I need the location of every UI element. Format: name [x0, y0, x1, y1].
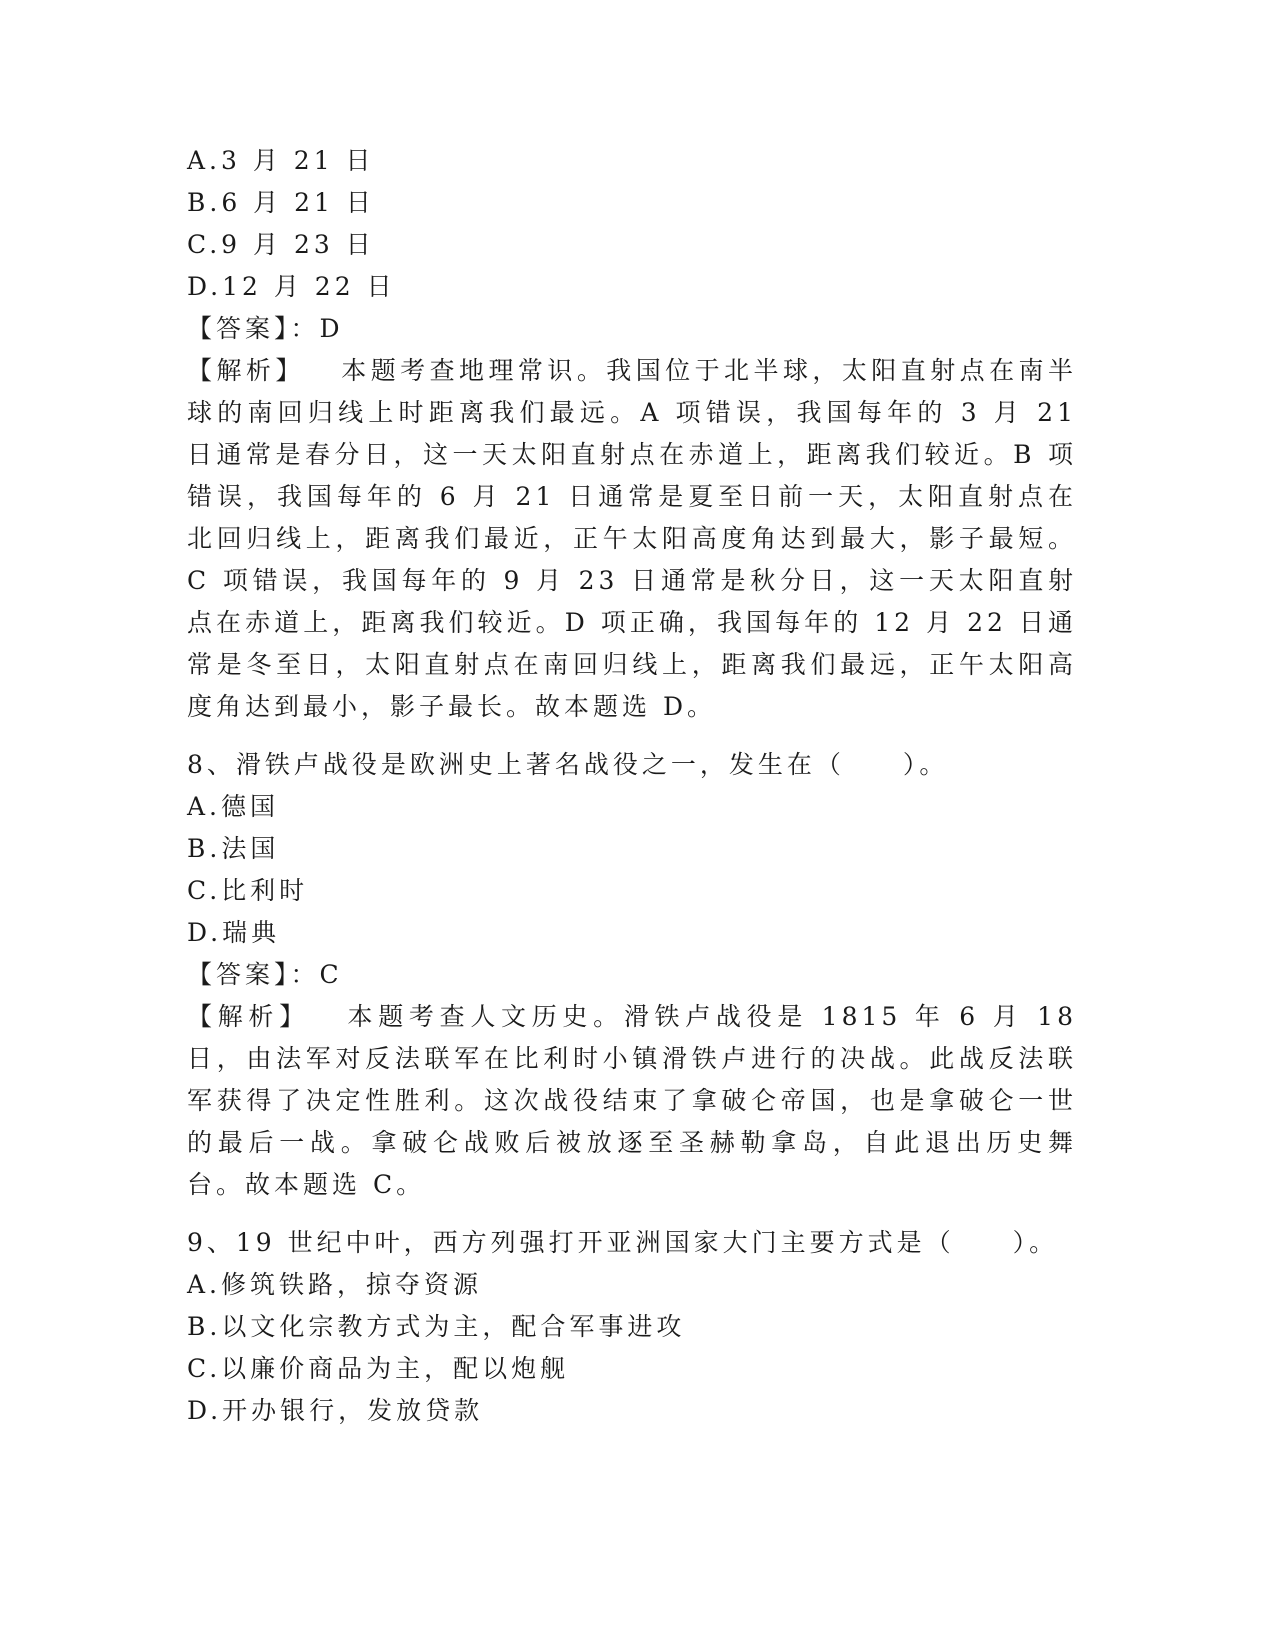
option-c: C.以廉价商品为主，配以炮舰: [187, 1354, 570, 1383]
option-c: C.9 月 23 日: [187, 230, 375, 259]
question-text: 8、滑铁卢战役是欧洲史上著名战役之一，发生在（ ）。: [187, 750, 949, 779]
answer-line: 【答案】：C: [187, 960, 343, 989]
question-text: 9、19 世纪中叶，西方列强打开亚洲国家大门主要方式是（ ）。: [187, 1228, 1059, 1257]
analysis-label: 【解析】: [187, 356, 305, 385]
option-d: D.12 月 22 日: [187, 272, 396, 301]
question-7-block: [187, 140, 1087, 728]
option-d: D.瑞典: [187, 918, 281, 947]
question-8-block: [187, 744, 1087, 1206]
option-d: D.开办银行，发放贷款: [187, 1396, 484, 1425]
option-b: B.法国: [187, 834, 280, 863]
option-c: C.比利时: [187, 876, 309, 905]
analysis-paragraph: [187, 350, 1077, 728]
analysis-text: 本题考查地理常识。我国位于北半球，太阳直射点在南半球的南回归线上时距离我们最远。A 项错误，我国每年的 3 月 21 日通常是春分日，这一天太阳直射点在赤道上，距离我们较近。B 项错误，我国每年的 6 月 21 日通常是夏至日前一天，太阳直射点在北回归线上，距离我们最近，正午太阳高度角达到最大，影子最短。C 项错误，我国每年的 9 月 23 日通常是秋分日，这一天太阳直射点在赤道上，距离我们较近。D 项正确，我国每年的 12 月 22 日通常是冬至日，太阳直射点在南回归线上，距离我们最远，正午太阳高度角达到最小，影子最长。故本题选 D。: [187, 356, 1077, 721]
option-a: A.修筑铁路，掠夺资源: [187, 1270, 483, 1299]
option-b: B.6 月 21 日: [187, 188, 375, 217]
answer-line: 【答案】：D: [187, 314, 344, 343]
analysis-paragraph: [187, 996, 1077, 1206]
analysis-label: 【解析】: [187, 1002, 310, 1031]
question-9-block: [187, 1222, 1087, 1432]
option-a: A.德国: [187, 792, 280, 821]
document-page: [187, 140, 1087, 1432]
option-b: B.以文化宗教方式为主，配合军事进攻: [187, 1312, 686, 1341]
option-a: A.3 月 21 日: [187, 146, 375, 175]
analysis-text: 本题考查人文历史。滑铁卢战役是 1815 年 6 月 18 日，由法军对反法联军在比利时小镇滑铁卢进行的决战。此战反法联军获得了决定性胜利。这次战役结束了拿破仑帝国，也是拿破仑一世的最后一战。拿破仑战败后被放逐至圣赫勒拿岛，自此退出历史舞台。故本题选 C。: [187, 1002, 1077, 1199]
